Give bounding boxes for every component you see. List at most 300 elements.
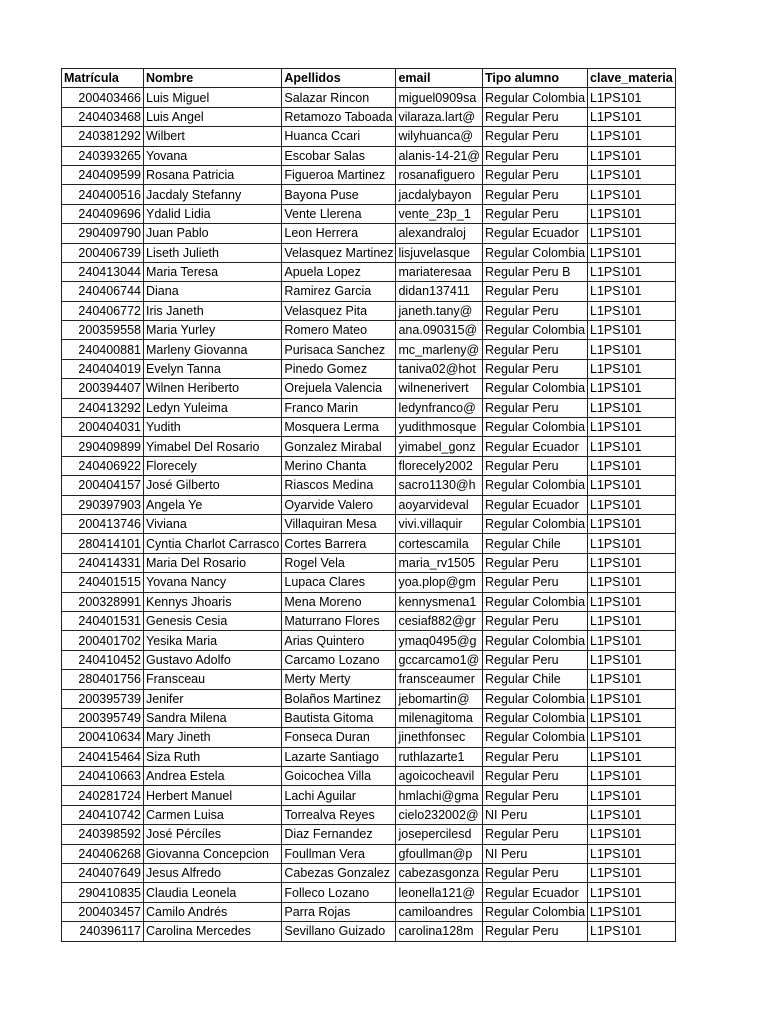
cell-email[interactable]: ymaq0495@g bbox=[396, 631, 482, 650]
cell-matricula[interactable]: 240409696 bbox=[62, 204, 144, 223]
cell-tipo-alumno[interactable]: Regular Peru bbox=[482, 185, 587, 204]
header-matricula[interactable]: Matrícula bbox=[62, 69, 144, 88]
cell-clave-materia[interactable]: L1PS101 bbox=[588, 418, 676, 437]
table-row bbox=[62, 185, 676, 204]
cell-clave-materia[interactable]: L1PS101 bbox=[588, 262, 676, 281]
cell-apellidos[interactable]: Figueroa Martinez bbox=[282, 165, 396, 184]
cell-apellidos[interactable]: Goicochea Villa bbox=[282, 767, 396, 786]
cell-tipo-alumno[interactable]: Regular Colombia bbox=[482, 902, 587, 921]
cell-clave-materia[interactable]: L1PS101 bbox=[588, 514, 676, 533]
cell-clave-materia[interactable]: L1PS101 bbox=[588, 185, 676, 204]
cell-clave-materia[interactable]: L1PS101 bbox=[588, 902, 676, 921]
cell-tipo-alumno[interactable]: Regular Colombia bbox=[482, 728, 587, 747]
cell-email[interactable]: mariateresaa bbox=[396, 262, 482, 281]
cell-clave-materia[interactable]: L1PS101 bbox=[588, 650, 676, 669]
cell-tipo-alumno[interactable]: Regular Peru bbox=[482, 747, 587, 766]
cell-tipo-alumno[interactable]: Regular Peru bbox=[482, 553, 587, 572]
cell-apellidos[interactable]: Parra Rojas bbox=[282, 902, 396, 921]
cell-matricula[interactable]: 240400881 bbox=[62, 340, 144, 359]
cell-email[interactable]: cesiaf882@gr bbox=[396, 611, 482, 630]
cell-apellidos[interactable]: Franco Marin bbox=[282, 398, 396, 417]
cell-tipo-alumno[interactable]: Regular Colombia bbox=[482, 88, 587, 107]
cell-apellidos[interactable]: Leon Herrera bbox=[282, 224, 396, 243]
cell-tipo-alumno[interactable]: Regular Peru bbox=[482, 398, 587, 417]
header-clave-materia[interactable]: clave_materia bbox=[588, 69, 676, 88]
table-row bbox=[62, 243, 676, 262]
table-row bbox=[62, 495, 676, 514]
cell-nombre[interactable]: Carolina Mercedes bbox=[144, 922, 282, 941]
cell-apellidos[interactable]: Vente Llerena bbox=[282, 204, 396, 223]
cell-nombre[interactable]: Cyntia Charlot Carrasco bbox=[144, 534, 282, 553]
cell-matricula[interactable]: 200403466 bbox=[62, 88, 144, 107]
cell-tipo-alumno[interactable]: Regular Peru bbox=[482, 767, 587, 786]
cell-nombre[interactable]: Maria Yurley bbox=[144, 321, 282, 340]
cell-tipo-alumno[interactable]: Regular Peru bbox=[482, 282, 587, 301]
cell-apellidos[interactable]: Fonseca Duran bbox=[282, 728, 396, 747]
table-row bbox=[62, 825, 676, 844]
cell-matricula[interactable]: 240396117 bbox=[62, 922, 144, 941]
cell-tipo-alumno[interactable]: Regular Peru bbox=[482, 573, 587, 592]
cell-nombre[interactable]: José Pércíles bbox=[144, 825, 282, 844]
header-row bbox=[62, 69, 676, 88]
cell-clave-materia[interactable]: L1PS101 bbox=[588, 631, 676, 650]
table-row bbox=[62, 786, 676, 805]
table-row bbox=[62, 767, 676, 786]
cell-nombre[interactable]: Sandra Milena bbox=[144, 708, 282, 727]
cell-tipo-alumno[interactable]: Regular Colombia bbox=[482, 631, 587, 650]
cell-tipo-alumno[interactable]: Regular Peru bbox=[482, 611, 587, 630]
cell-tipo-alumno[interactable]: Regular Peru B bbox=[482, 262, 587, 281]
cell-apellidos[interactable]: Folleco Lozano bbox=[282, 883, 396, 902]
cell-email[interactable]: cabezasgonza bbox=[396, 864, 482, 883]
cell-matricula[interactable]: 240413292 bbox=[62, 398, 144, 417]
cell-apellidos[interactable]: Bolaños Martinez bbox=[282, 689, 396, 708]
cell-apellidos[interactable]: Orejuela Valencia bbox=[282, 379, 396, 398]
cell-apellidos[interactable]: Rogel Vela bbox=[282, 553, 396, 572]
cell-clave-materia[interactable]: L1PS101 bbox=[588, 359, 676, 378]
cell-matricula[interactable]: 240414331 bbox=[62, 553, 144, 572]
cell-matricula[interactable]: 240410452 bbox=[62, 650, 144, 669]
header-apellidos[interactable]: Apellidos bbox=[282, 69, 396, 88]
cell-email[interactable]: rosanafiguero bbox=[396, 165, 482, 184]
cell-nombre[interactable]: Carmen Luisa bbox=[144, 805, 282, 824]
cell-clave-materia[interactable]: L1PS101 bbox=[588, 282, 676, 301]
cell-email[interactable]: yudithmosque bbox=[396, 418, 482, 437]
cell-nombre[interactable]: Juan Pablo bbox=[144, 224, 282, 243]
cell-matricula[interactable]: 200328991 bbox=[62, 592, 144, 611]
cell-email[interactable]: ledynfranco@ bbox=[396, 398, 482, 417]
cell-clave-materia[interactable]: L1PS101 bbox=[588, 476, 676, 495]
cell-email[interactable]: janeth.tany@ bbox=[396, 301, 482, 320]
cell-matricula[interactable]: 280401756 bbox=[62, 670, 144, 689]
cell-clave-materia[interactable]: L1PS101 bbox=[588, 107, 676, 126]
cell-tipo-alumno[interactable]: Regular Peru bbox=[482, 204, 587, 223]
cell-email[interactable]: camiloandres bbox=[396, 902, 482, 921]
cell-clave-materia[interactable]: L1PS101 bbox=[588, 340, 676, 359]
cell-email[interactable]: yimabel_gonz bbox=[396, 437, 482, 456]
cell-matricula[interactable]: 240281724 bbox=[62, 786, 144, 805]
cell-nombre[interactable]: Yovana bbox=[144, 146, 282, 165]
cell-clave-materia[interactable]: L1PS101 bbox=[588, 864, 676, 883]
cell-nombre[interactable]: Maria Del Rosario bbox=[144, 553, 282, 572]
cell-email[interactable]: taniva02@hot bbox=[396, 359, 482, 378]
table-row bbox=[62, 864, 676, 883]
cell-email[interactable]: cielo232002@ bbox=[396, 805, 482, 824]
table-row bbox=[62, 883, 676, 902]
header-nombre[interactable]: Nombre bbox=[144, 69, 282, 88]
cell-apellidos[interactable]: Lazarte Santiago bbox=[282, 747, 396, 766]
cell-nombre[interactable]: Claudia Leonela bbox=[144, 883, 282, 902]
cell-tipo-alumno[interactable]: NI Peru bbox=[482, 844, 587, 863]
cell-clave-materia[interactable]: L1PS101 bbox=[588, 495, 676, 514]
cell-matricula[interactable]: 290409899 bbox=[62, 437, 144, 456]
cell-nombre[interactable]: Rosana Patricia bbox=[144, 165, 282, 184]
cell-matricula[interactable]: 200395749 bbox=[62, 708, 144, 727]
cell-tipo-alumno[interactable]: Regular Colombia bbox=[482, 379, 587, 398]
cell-apellidos[interactable]: Lupaca Clares bbox=[282, 573, 396, 592]
cell-email[interactable]: josepercilesd bbox=[396, 825, 482, 844]
cell-tipo-alumno[interactable]: Regular Peru bbox=[482, 825, 587, 844]
cell-matricula[interactable]: 240410663 bbox=[62, 767, 144, 786]
table-row bbox=[62, 553, 676, 572]
cell-apellidos[interactable]: Carcamo Lozano bbox=[282, 650, 396, 669]
cell-tipo-alumno[interactable]: Regular Colombia bbox=[482, 708, 587, 727]
cell-apellidos[interactable]: Maturrano Flores bbox=[282, 611, 396, 630]
cell-email[interactable]: vivi.villaquir bbox=[396, 514, 482, 533]
cell-matricula[interactable]: 240400516 bbox=[62, 185, 144, 204]
cell-nombre[interactable]: Wilbert bbox=[144, 127, 282, 146]
cell-tipo-alumno[interactable]: Regular Peru bbox=[482, 107, 587, 126]
cell-nombre[interactable]: Diana bbox=[144, 282, 282, 301]
cell-tipo-alumno[interactable]: Regular Colombia bbox=[482, 514, 587, 533]
cell-nombre[interactable]: Andrea Estela bbox=[144, 767, 282, 786]
header-email[interactable]: email bbox=[396, 69, 482, 88]
cell-matricula[interactable]: 200359558 bbox=[62, 321, 144, 340]
cell-matricula[interactable]: 200403457 bbox=[62, 902, 144, 921]
cell-clave-materia[interactable]: L1PS101 bbox=[588, 767, 676, 786]
cell-apellidos[interactable]: Merino Chanta bbox=[282, 456, 396, 475]
cell-tipo-alumno[interactable]: Regular Colombia bbox=[482, 321, 587, 340]
cell-apellidos[interactable]: Bayona Puse bbox=[282, 185, 396, 204]
table-row bbox=[62, 476, 676, 495]
cell-nombre[interactable]: Mary Jineth bbox=[144, 728, 282, 747]
cell-nombre[interactable]: Herbert Manuel bbox=[144, 786, 282, 805]
cell-tipo-alumno[interactable]: Regular Ecuador bbox=[482, 437, 587, 456]
cell-tipo-alumno[interactable]: Regular Chile bbox=[482, 534, 587, 553]
cell-email[interactable]: yoa.plop@gm bbox=[396, 573, 482, 592]
cell-nombre[interactable]: Gustavo Adolfo bbox=[144, 650, 282, 669]
cell-apellidos[interactable]: Salazar Rincon bbox=[282, 88, 396, 107]
cell-tipo-alumno[interactable]: Regular Peru bbox=[482, 650, 587, 669]
cell-email[interactable]: didan137411 bbox=[396, 282, 482, 301]
cell-tipo-alumno[interactable]: Regular Peru bbox=[482, 786, 587, 805]
cell-apellidos[interactable]: Huanca Ccari bbox=[282, 127, 396, 146]
cell-matricula[interactable]: 280414101 bbox=[62, 534, 144, 553]
cell-clave-materia[interactable]: L1PS101 bbox=[588, 825, 676, 844]
cell-tipo-alumno[interactable]: Regular Peru bbox=[482, 922, 587, 941]
cell-nombre[interactable]: Giovanna Concepcion bbox=[144, 844, 282, 863]
table-row bbox=[62, 922, 676, 941]
cell-matricula[interactable]: 200406739 bbox=[62, 243, 144, 262]
cell-matricula[interactable]: 240406268 bbox=[62, 844, 144, 863]
cell-apellidos[interactable]: Cortes Barrera bbox=[282, 534, 396, 553]
cell-nombre[interactable]: Marleny Giovanna bbox=[144, 340, 282, 359]
cell-clave-materia[interactable]: L1PS101 bbox=[588, 708, 676, 727]
table-row bbox=[62, 437, 676, 456]
cell-matricula[interactable]: 240401515 bbox=[62, 573, 144, 592]
cell-apellidos[interactable]: Bautista Gitoma bbox=[282, 708, 396, 727]
cell-matricula[interactable]: 240381292 bbox=[62, 127, 144, 146]
cell-tipo-alumno[interactable]: Regular Colombia bbox=[482, 476, 587, 495]
cell-email[interactable]: florecely2002 bbox=[396, 456, 482, 475]
cell-matricula[interactable]: 240415464 bbox=[62, 747, 144, 766]
cell-email[interactable]: vente_23p_1 bbox=[396, 204, 482, 223]
cell-apellidos[interactable]: Gonzalez Mirabal bbox=[282, 437, 396, 456]
cell-nombre[interactable]: Yesika Maria bbox=[144, 631, 282, 650]
table-row bbox=[62, 708, 676, 727]
table-row bbox=[62, 224, 676, 243]
cell-tipo-alumno[interactable]: NI Peru bbox=[482, 805, 587, 824]
cell-apellidos[interactable]: Villaquiran Mesa bbox=[282, 514, 396, 533]
cell-clave-materia[interactable]: L1PS101 bbox=[588, 553, 676, 572]
cell-matricula[interactable]: 200410634 bbox=[62, 728, 144, 747]
cell-matricula[interactable]: 240398592 bbox=[62, 825, 144, 844]
cell-email[interactable]: jacdalybayon bbox=[396, 185, 482, 204]
cell-email[interactable]: hmlachi@gma bbox=[396, 786, 482, 805]
cell-clave-materia[interactable]: L1PS101 bbox=[588, 670, 676, 689]
cell-nombre[interactable]: Yimabel Del Rosario bbox=[144, 437, 282, 456]
cell-nombre[interactable]: Kennys Jhoaris bbox=[144, 592, 282, 611]
cell-clave-materia[interactable]: L1PS101 bbox=[588, 437, 676, 456]
cell-nombre[interactable]: Siza Ruth bbox=[144, 747, 282, 766]
cell-tipo-alumno[interactable]: Regular Peru bbox=[482, 146, 587, 165]
cell-matricula[interactable]: 240406922 bbox=[62, 456, 144, 475]
cell-clave-materia[interactable]: L1PS101 bbox=[588, 398, 676, 417]
cell-apellidos[interactable]: Purisaca Sanchez bbox=[282, 340, 396, 359]
cell-apellidos[interactable]: Arias Quintero bbox=[282, 631, 396, 650]
cell-email[interactable]: jebomartin@ bbox=[396, 689, 482, 708]
cell-nombre[interactable]: Iris Janeth bbox=[144, 301, 282, 320]
cell-apellidos[interactable]: Velasquez Martinez bbox=[282, 243, 396, 262]
table-row bbox=[62, 359, 676, 378]
cell-nombre[interactable]: Luis Miguel bbox=[144, 88, 282, 107]
cell-email[interactable]: fransceaumer bbox=[396, 670, 482, 689]
cell-apellidos[interactable]: Foullman Vera bbox=[282, 844, 396, 863]
cell-email[interactable]: aoyarvideval bbox=[396, 495, 482, 514]
cell-tipo-alumno[interactable]: Regular Peru bbox=[482, 456, 587, 475]
cell-email[interactable]: gccarcamo1@ bbox=[396, 650, 482, 669]
table-row bbox=[62, 165, 676, 184]
cell-clave-materia[interactable]: L1PS101 bbox=[588, 805, 676, 824]
cell-apellidos[interactable]: Riascos Medina bbox=[282, 476, 396, 495]
cell-clave-materia[interactable]: L1PS101 bbox=[588, 456, 676, 475]
cell-matricula[interactable]: 200413746 bbox=[62, 514, 144, 533]
cell-nombre[interactable]: Angela Ye bbox=[144, 495, 282, 514]
cell-matricula[interactable]: 240404019 bbox=[62, 359, 144, 378]
cell-nombre[interactable]: Florecely bbox=[144, 456, 282, 475]
table-row bbox=[62, 573, 676, 592]
cell-email[interactable]: miguel0909sa bbox=[396, 88, 482, 107]
cell-email[interactable]: wilyhuanca@ bbox=[396, 127, 482, 146]
cell-email[interactable]: jinethfonsec bbox=[396, 728, 482, 747]
cell-clave-materia[interactable]: L1PS101 bbox=[588, 379, 676, 398]
cell-email[interactable]: milenagitoma bbox=[396, 708, 482, 727]
cell-apellidos[interactable]: Escobar Salas bbox=[282, 146, 396, 165]
cell-tipo-alumno[interactable]: Regular Peru bbox=[482, 359, 587, 378]
table-row bbox=[62, 844, 676, 863]
table-row bbox=[62, 398, 676, 417]
cell-clave-materia[interactable]: L1PS101 bbox=[588, 747, 676, 766]
cell-tipo-alumno[interactable]: Regular Colombia bbox=[482, 592, 587, 611]
cell-email[interactable]: cortescamila bbox=[396, 534, 482, 553]
cell-matricula[interactable]: 240409599 bbox=[62, 165, 144, 184]
cell-nombre[interactable]: Ledyn Yuleima bbox=[144, 398, 282, 417]
cell-clave-materia[interactable]: L1PS101 bbox=[588, 922, 676, 941]
cell-nombre[interactable]: Viviana bbox=[144, 514, 282, 533]
table-row bbox=[62, 340, 676, 359]
cell-clave-materia[interactable]: L1PS101 bbox=[588, 127, 676, 146]
cell-clave-materia[interactable]: L1PS101 bbox=[588, 301, 676, 320]
table-row bbox=[62, 262, 676, 281]
cell-email[interactable]: agoicocheavil bbox=[396, 767, 482, 786]
cell-nombre[interactable]: Ydalid Lidia bbox=[144, 204, 282, 223]
cell-email[interactable]: carolina128m bbox=[396, 922, 482, 941]
cell-email[interactable]: alanis-14-21@ bbox=[396, 146, 482, 165]
cell-nombre[interactable]: Liseth Julieth bbox=[144, 243, 282, 262]
cell-tipo-alumno[interactable]: Regular Ecuador bbox=[482, 495, 587, 514]
cell-email[interactable]: vilaraza.lart@ bbox=[396, 107, 482, 126]
cell-clave-materia[interactable]: L1PS101 bbox=[588, 146, 676, 165]
cell-nombre[interactable]: Wilnen Heriberto bbox=[144, 379, 282, 398]
cell-nombre[interactable]: Evelyn Tanna bbox=[144, 359, 282, 378]
cell-email[interactable]: maria_rv1505 bbox=[396, 553, 482, 572]
cell-matricula[interactable]: 240406772 bbox=[62, 301, 144, 320]
cell-clave-materia[interactable]: L1PS101 bbox=[588, 883, 676, 902]
cell-matricula[interactable]: 240401531 bbox=[62, 611, 144, 630]
cell-tipo-alumno[interactable]: Regular Peru bbox=[482, 301, 587, 320]
cell-tipo-alumno[interactable]: Regular Ecuador bbox=[482, 883, 587, 902]
cell-tipo-alumno[interactable]: Regular Peru bbox=[482, 340, 587, 359]
cell-nombre[interactable]: Yovana Nancy bbox=[144, 573, 282, 592]
cell-email[interactable]: wilnenerivert bbox=[396, 379, 482, 398]
cell-clave-materia[interactable]: L1PS101 bbox=[588, 224, 676, 243]
cell-apellidos[interactable]: Velasquez Pita bbox=[282, 301, 396, 320]
cell-apellidos[interactable]: Mena Moreno bbox=[282, 592, 396, 611]
cell-clave-materia[interactable]: L1PS101 bbox=[588, 88, 676, 107]
cell-matricula[interactable]: 240406744 bbox=[62, 282, 144, 301]
cell-clave-materia[interactable]: L1PS101 bbox=[588, 243, 676, 262]
table-row bbox=[62, 301, 676, 320]
table-row bbox=[62, 902, 676, 921]
cell-matricula[interactable]: 290410835 bbox=[62, 883, 144, 902]
cell-matricula[interactable]: 200395739 bbox=[62, 689, 144, 708]
cell-apellidos[interactable]: Pinedo Gomez bbox=[282, 359, 396, 378]
cell-nombre[interactable]: José Gilberto bbox=[144, 476, 282, 495]
cell-clave-materia[interactable]: L1PS101 bbox=[588, 165, 676, 184]
cell-apellidos[interactable]: Retamozo Taboada bbox=[282, 107, 396, 126]
cell-nombre[interactable]: Fransceau bbox=[144, 670, 282, 689]
cell-clave-materia[interactable]: L1PS101 bbox=[588, 689, 676, 708]
cell-matricula[interactable]: 240393265 bbox=[62, 146, 144, 165]
cell-clave-materia[interactable]: L1PS101 bbox=[588, 321, 676, 340]
cell-email[interactable]: gfoullman@p bbox=[396, 844, 482, 863]
cell-nombre[interactable]: Jesus Alfredo bbox=[144, 864, 282, 883]
cell-tipo-alumno[interactable]: Regular Peru bbox=[482, 864, 587, 883]
cell-nombre[interactable]: Yudith bbox=[144, 418, 282, 437]
cell-matricula[interactable]: 200404157 bbox=[62, 476, 144, 495]
cell-nombre[interactable]: Luis Angel bbox=[144, 107, 282, 126]
cell-apellidos[interactable]: Oyarvide Valero bbox=[282, 495, 396, 514]
cell-nombre[interactable]: Jacdaly Stefanny bbox=[144, 185, 282, 204]
cell-tipo-alumno[interactable]: Regular Peru bbox=[482, 165, 587, 184]
cell-apellidos[interactable]: Diaz Fernandez bbox=[282, 825, 396, 844]
cell-matricula[interactable]: 290397903 bbox=[62, 495, 144, 514]
table-row bbox=[62, 650, 676, 669]
cell-apellidos[interactable]: Merty Merty bbox=[282, 670, 396, 689]
cell-matricula[interactable]: 200394407 bbox=[62, 379, 144, 398]
cell-clave-materia[interactable]: L1PS101 bbox=[588, 611, 676, 630]
cell-matricula[interactable]: 200404031 bbox=[62, 418, 144, 437]
cell-apellidos[interactable]: Lachi Aguilar bbox=[282, 786, 396, 805]
cell-tipo-alumno[interactable]: Regular Chile bbox=[482, 670, 587, 689]
table-row bbox=[62, 379, 676, 398]
table-row bbox=[62, 127, 676, 146]
cell-apellidos[interactable]: Cabezas Gonzalez bbox=[282, 864, 396, 883]
cell-tipo-alumno[interactable]: Regular Ecuador bbox=[482, 224, 587, 243]
cell-apellidos[interactable]: Ramirez Garcia bbox=[282, 282, 396, 301]
cell-nombre[interactable]: Maria Teresa bbox=[144, 262, 282, 281]
cell-nombre[interactable]: Genesis Cesia bbox=[144, 611, 282, 630]
table-body bbox=[62, 88, 676, 941]
cell-apellidos[interactable]: Romero Mateo bbox=[282, 321, 396, 340]
cell-nombre[interactable]: Camilo Andrés bbox=[144, 902, 282, 921]
cell-email[interactable]: kennysmena1 bbox=[396, 592, 482, 611]
cell-clave-materia[interactable]: L1PS101 bbox=[588, 844, 676, 863]
cell-nombre[interactable]: Jenifer bbox=[144, 689, 282, 708]
cell-clave-materia[interactable]: L1PS101 bbox=[588, 592, 676, 611]
cell-matricula[interactable]: 290409790 bbox=[62, 224, 144, 243]
header-tipo-alumno[interactable]: Tipo alumno bbox=[482, 69, 587, 88]
cell-email[interactable]: mc_marleny@ bbox=[396, 340, 482, 359]
cell-apellidos[interactable]: Mosquera Lerma bbox=[282, 418, 396, 437]
cell-email[interactable]: ruthlazarte1 bbox=[396, 747, 482, 766]
cell-tipo-alumno[interactable]: Regular Colombia bbox=[482, 243, 587, 262]
cell-email[interactable]: lisjuvelasque bbox=[396, 243, 482, 262]
cell-tipo-alumno[interactable]: Regular Colombia bbox=[482, 418, 587, 437]
cell-clave-materia[interactable]: L1PS101 bbox=[588, 786, 676, 805]
cell-apellidos[interactable]: Apuela Lopez bbox=[282, 262, 396, 281]
cell-email[interactable]: leonella121@ bbox=[396, 883, 482, 902]
cell-tipo-alumno[interactable]: Regular Colombia bbox=[482, 689, 587, 708]
cell-matricula[interactable]: 200401702 bbox=[62, 631, 144, 650]
cell-matricula[interactable]: 240403468 bbox=[62, 107, 144, 126]
cell-clave-materia[interactable]: L1PS101 bbox=[588, 728, 676, 747]
cell-matricula[interactable]: 240413044 bbox=[62, 262, 144, 281]
cell-tipo-alumno[interactable]: Regular Peru bbox=[482, 127, 587, 146]
cell-matricula[interactable]: 240410742 bbox=[62, 805, 144, 824]
cell-clave-materia[interactable]: L1PS101 bbox=[588, 204, 676, 223]
cell-email[interactable]: sacro1130@h bbox=[396, 476, 482, 495]
cell-apellidos[interactable]: Sevillano Guizado bbox=[282, 922, 396, 941]
cell-email[interactable]: alexandraloj bbox=[396, 224, 482, 243]
cell-email[interactable]: ana.090315@ bbox=[396, 321, 482, 340]
table-row bbox=[62, 88, 676, 107]
cell-clave-materia[interactable]: L1PS101 bbox=[588, 573, 676, 592]
cell-matricula[interactable]: 240407649 bbox=[62, 864, 144, 883]
cell-clave-materia[interactable]: L1PS101 bbox=[588, 534, 676, 553]
cell-apellidos[interactable]: Torrealva Reyes bbox=[282, 805, 396, 824]
table-row bbox=[62, 321, 676, 340]
